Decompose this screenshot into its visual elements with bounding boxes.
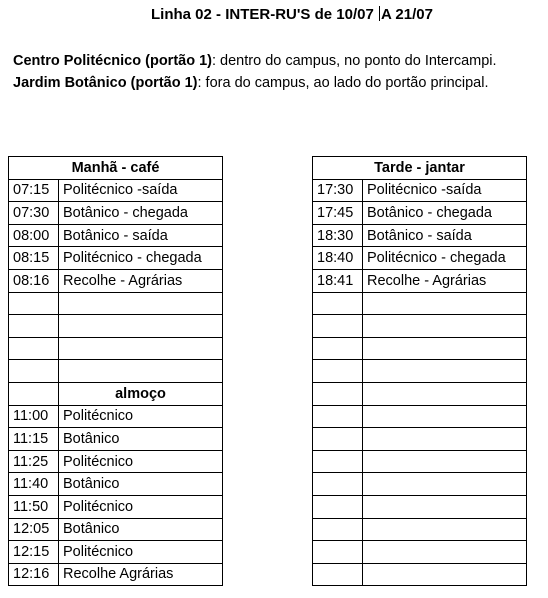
table-row — [313, 292, 527, 315]
time-cell — [313, 382, 363, 405]
description-cell: Botânico - saída — [363, 224, 527, 247]
time-cell — [313, 450, 363, 473]
description-cell: Botânico - chegada — [363, 202, 527, 225]
description-cell — [363, 428, 527, 451]
table-row — [9, 541, 223, 564]
table-row — [9, 224, 223, 247]
description-cell — [59, 337, 223, 360]
table-row — [9, 202, 223, 225]
description-cell — [363, 292, 527, 315]
time-cell: 11:40 — [9, 473, 59, 496]
time-cell: 17:30 — [313, 179, 363, 202]
description-cell: Politécnico - chegada — [363, 247, 527, 270]
table-row — [313, 179, 527, 202]
time-cell — [9, 360, 59, 383]
location-line — [13, 72, 497, 94]
description-cell: Politécnico — [59, 405, 223, 428]
table-cell — [9, 382, 59, 405]
description-cell: Recolhe Agrárias — [59, 563, 223, 586]
table-header: Manhã - café — [9, 157, 223, 180]
table-row — [313, 269, 527, 292]
time-cell — [313, 563, 363, 586]
morning-rows — [9, 179, 223, 382]
description-cell — [363, 315, 527, 338]
lunch-rows — [9, 405, 223, 586]
table-row — [313, 473, 527, 496]
table-row — [9, 292, 223, 315]
time-cell: 11:00 — [9, 405, 59, 428]
time-cell — [313, 360, 363, 383]
table-header: Tarde - jantar — [313, 157, 527, 180]
table-row — [313, 224, 527, 247]
afternoon-rows — [313, 179, 527, 586]
description-cell: Politécnico -saída — [363, 179, 527, 202]
text-cursor — [379, 6, 380, 21]
description-cell — [363, 518, 527, 541]
table-row — [9, 405, 223, 428]
location-desc: : dentro do campus, no ponto do Intercampi. — [212, 53, 497, 69]
location-desc: : fora do campus, ao lado do portão principal. — [197, 75, 489, 91]
morning-schedule-table — [8, 156, 223, 586]
table-row — [9, 428, 223, 451]
time-cell: 18:41 — [313, 269, 363, 292]
location-name: Jardim Botânico (portão 1) — [13, 75, 198, 91]
time-cell: 12:05 — [9, 518, 59, 541]
time-cell — [9, 337, 59, 360]
time-cell — [313, 405, 363, 428]
description-cell — [59, 315, 223, 338]
time-cell — [9, 315, 59, 338]
table-row — [313, 247, 527, 270]
table-row — [313, 202, 527, 225]
table-row — [9, 269, 223, 292]
table-row — [9, 473, 223, 496]
time-cell — [313, 518, 363, 541]
time-cell — [313, 292, 363, 315]
table-subheader: almoço — [59, 382, 223, 405]
table-row — [313, 541, 527, 564]
table-row — [9, 337, 223, 360]
time-cell: 11:50 — [9, 495, 59, 518]
page-title — [0, 6, 548, 23]
time-cell: 11:15 — [9, 428, 59, 451]
description-cell — [363, 495, 527, 518]
table-row — [313, 337, 527, 360]
time-cell: 08:15 — [9, 247, 59, 270]
time-cell — [313, 337, 363, 360]
description-cell: Politécnico — [59, 541, 223, 564]
afternoon-schedule-table — [312, 156, 527, 586]
table-row — [313, 382, 527, 405]
description-cell: Botânico - saída — [59, 224, 223, 247]
table-row — [313, 450, 527, 473]
description-cell — [363, 337, 527, 360]
time-cell: 12:15 — [9, 541, 59, 564]
table-row — [313, 518, 527, 541]
table-row — [9, 360, 223, 383]
time-cell: 07:15 — [9, 179, 59, 202]
table-row — [313, 428, 527, 451]
table-row — [9, 315, 223, 338]
table-row — [9, 495, 223, 518]
time-cell: 12:16 — [9, 563, 59, 586]
time-cell: 17:45 — [313, 202, 363, 225]
time-cell — [313, 315, 363, 338]
table-row — [313, 405, 527, 428]
description-cell: Politécnico - chegada — [59, 247, 223, 270]
table-row — [9, 179, 223, 202]
time-cell — [313, 428, 363, 451]
description-cell: Recolhe - Agrárias — [363, 269, 527, 292]
description-cell — [363, 360, 527, 383]
description-cell: Botânico - chegada — [59, 202, 223, 225]
description-cell: Politécnico — [59, 450, 223, 473]
table-row — [313, 315, 527, 338]
table-row — [9, 450, 223, 473]
table-row — [313, 360, 527, 383]
location-line — [13, 50, 497, 72]
description-cell — [363, 382, 527, 405]
table-row — [313, 563, 527, 586]
time-cell: 18:30 — [313, 224, 363, 247]
description-cell — [363, 473, 527, 496]
description-cell — [363, 541, 527, 564]
description-cell — [59, 292, 223, 315]
time-cell — [9, 292, 59, 315]
time-cell — [313, 541, 363, 564]
description-cell: Botânico — [59, 518, 223, 541]
location-name: Centro Politécnico (portão 1) — [13, 53, 212, 69]
time-cell — [313, 495, 363, 518]
description-cell: Politécnico — [59, 495, 223, 518]
time-cell: 11:25 — [9, 450, 59, 473]
time-cell: 08:00 — [9, 224, 59, 247]
description-cell — [59, 360, 223, 383]
description-cell — [363, 405, 527, 428]
title-text: Linha 02 - INTER-RU'S de 10/07 — [151, 6, 374, 23]
description-cell — [363, 563, 527, 586]
description-cell: Botânico — [59, 473, 223, 496]
table-row — [313, 495, 527, 518]
time-cell: 08:16 — [9, 269, 59, 292]
table-row — [9, 247, 223, 270]
table-row — [9, 518, 223, 541]
time-cell: 18:40 — [313, 247, 363, 270]
description-cell: Botânico — [59, 428, 223, 451]
time-cell — [313, 473, 363, 496]
description-cell: Politécnico -saída — [59, 179, 223, 202]
time-cell: 07:30 — [9, 202, 59, 225]
locations-info — [13, 50, 497, 94]
description-cell — [363, 450, 527, 473]
description-cell: Recolhe - Agrárias — [59, 269, 223, 292]
title-text-end: A 21/07 — [380, 6, 433, 23]
table-row — [9, 563, 223, 586]
